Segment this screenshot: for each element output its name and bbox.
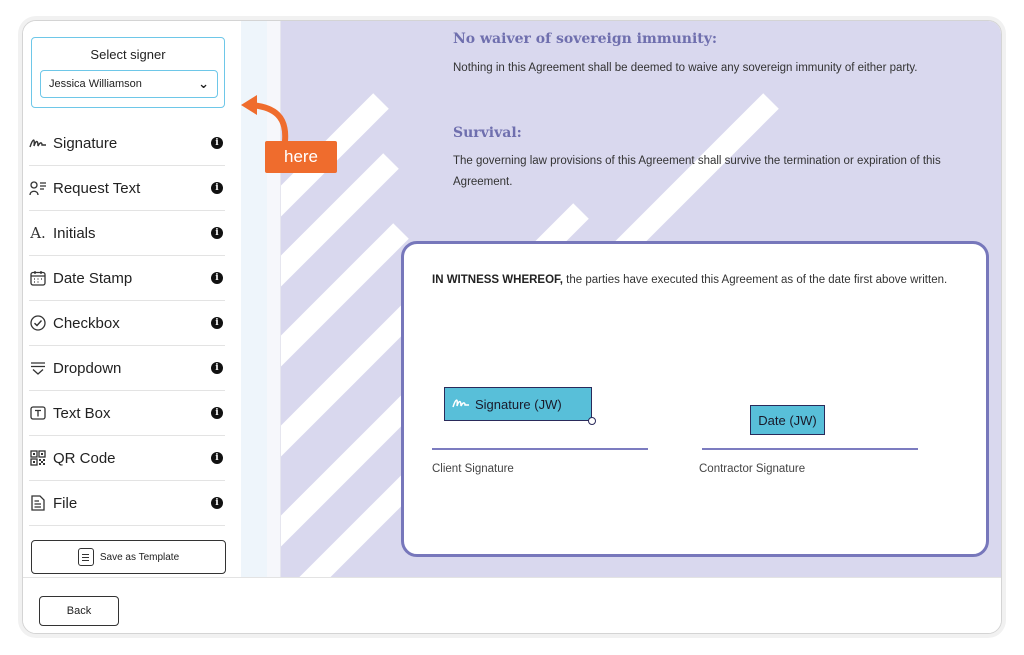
tool-file[interactable]: [29, 481, 225, 526]
section-title-survival: Survival:: [453, 125, 522, 141]
client-signature-label: Client Signature: [432, 463, 514, 475]
tool-qr-code[interactable]: [29, 436, 225, 481]
document-icon: [78, 548, 94, 566]
initials-icon: A.: [30, 224, 46, 242]
qr-code-icon: [29, 449, 47, 467]
signature-card: [401, 241, 989, 557]
request-text-icon: [29, 179, 47, 197]
app-window: [22, 20, 1002, 634]
signature-icon: [29, 134, 47, 152]
witness-bold: IN WITNESS WHEREOF,: [432, 274, 563, 286]
section-title-sovereign-immunity: No waiver of sovereign immunity:: [453, 31, 718, 47]
tool-label: Text Box: [53, 404, 111, 422]
tool-checkbox[interactable]: [29, 301, 225, 346]
info-icon[interactable]: i: [211, 407, 223, 419]
callout-label: here: [265, 141, 337, 173]
tool-label: QR Code: [53, 449, 116, 467]
info-icon[interactable]: i: [211, 452, 223, 464]
resize-handle[interactable]: [588, 417, 596, 425]
tool-label: Initials: [53, 224, 96, 242]
info-icon[interactable]: i: [211, 317, 223, 329]
signature-icon: [451, 396, 471, 413]
document-page[interactable]: [281, 21, 1002, 577]
file-icon: [29, 494, 47, 512]
witness-text: the parties have executed this Agreement as of the date first above written.: [562, 274, 948, 286]
tool-date-stamp[interactable]: [29, 256, 225, 301]
section-text-survival: The governing law provisions of this Agreement shall survive the termination or expiration of this Agreement.: [453, 155, 941, 188]
save-as-template-button[interactable]: [31, 540, 226, 574]
date-field-label: Date (JW): [758, 412, 817, 428]
signer-title: Select signer: [90, 47, 166, 62]
footer-bar: [23, 577, 1002, 634]
date-field[interactable]: [750, 405, 825, 435]
contractor-signature-line: [702, 448, 918, 450]
info-icon[interactable]: i: [211, 497, 223, 509]
info-icon[interactable]: i: [211, 272, 223, 284]
tool-initials[interactable]: [29, 211, 225, 256]
tool-label: File: [53, 494, 78, 512]
signer-value: Jessica Williamson: [49, 78, 142, 90]
tool-label: Date Stamp: [53, 269, 133, 287]
signature-field-label: Signature (JW): [475, 396, 562, 412]
sidebar: [23, 21, 241, 577]
tool-label: Signature: [53, 134, 118, 152]
info-icon[interactable]: i: [211, 137, 223, 149]
info-icon[interactable]: i: [211, 227, 223, 239]
text-box-icon: [29, 404, 47, 422]
signer-select[interactable]: [40, 70, 218, 98]
info-icon[interactable]: i: [211, 182, 223, 194]
tool-text-box[interactable]: [29, 391, 225, 436]
calendar-icon: [29, 269, 47, 287]
tool-dropdown[interactable]: [29, 346, 225, 391]
info-icon[interactable]: i: [211, 362, 223, 374]
tool-label: Dropdown: [53, 359, 122, 377]
tool-signature[interactable]: [29, 121, 225, 166]
save-as-template-label: Save as Template: [99, 551, 180, 563]
callout-arrow-icon: [237, 87, 307, 147]
back-button[interactable]: Back: [39, 596, 119, 626]
chevron-down-icon: ⌄: [198, 76, 209, 91]
witness-clause: [432, 270, 962, 291]
tool-label: Checkbox: [53, 314, 120, 332]
dropdown-icon: [29, 359, 47, 377]
checkbox-icon: [29, 314, 47, 332]
section-text-sovereign-immunity: Nothing in this Agreement shall be deemed to waive any sovereign immunity of either party.: [453, 62, 918, 74]
tool-label: Request Text: [53, 179, 141, 197]
signer-panel: [31, 37, 225, 108]
signature-field[interactable]: [444, 387, 592, 421]
contractor-signature-label: Contractor Signature: [699, 463, 806, 475]
client-signature-line: [432, 448, 648, 450]
tool-request-text[interactable]: [29, 166, 225, 211]
